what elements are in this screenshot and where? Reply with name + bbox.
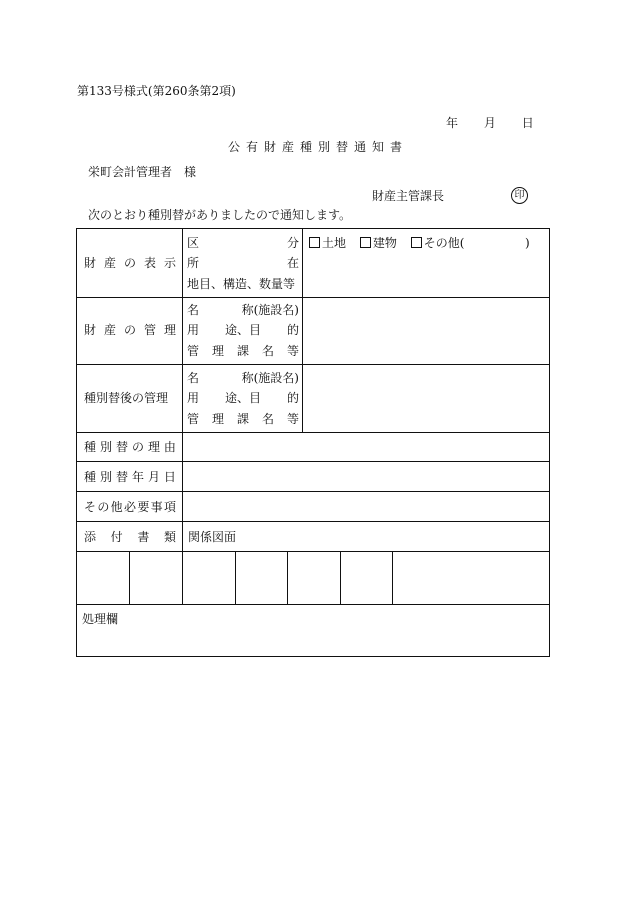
label-char: 月 [147, 470, 160, 484]
field-location: 所 在 [187, 256, 299, 270]
label-reason [84, 441, 176, 453]
date-month: 月 [483, 116, 496, 130]
label-char: 他 [110, 500, 123, 514]
label-char: 替 [115, 440, 128, 454]
row-rule [76, 491, 550, 492]
label-char: 事 [150, 500, 163, 514]
row-rule [76, 297, 550, 298]
col-rule [392, 551, 393, 605]
label-char: の [131, 440, 144, 454]
table-border-bottom [76, 656, 550, 657]
addressee: 栄町会計管理者 様 [88, 165, 197, 179]
option-building: 建物 [372, 236, 397, 250]
label-char: 種 [84, 470, 97, 484]
option-land: 土地 [322, 236, 347, 250]
date-line [440, 117, 534, 129]
label-char: 理 [163, 323, 176, 337]
col-rule [287, 551, 288, 605]
label-char: 表 [143, 256, 156, 270]
label-char: 管 [143, 323, 156, 337]
label-char: 要 [137, 500, 150, 514]
label-property-management [84, 324, 176, 336]
label-char: 替 [115, 470, 128, 484]
label-after-management: 種別替後の管理 [84, 391, 169, 405]
table-border-right [549, 228, 550, 657]
col-rule [340, 551, 341, 605]
label-char: 類 [163, 530, 176, 544]
checkbox-other[interactable] [411, 237, 422, 248]
label-char: の [123, 256, 136, 270]
label-char: そ [84, 500, 97, 514]
label-other-items [84, 501, 176, 513]
label-char: 種 [84, 440, 97, 454]
sender: 財産主管課長 [372, 189, 445, 203]
form-number: 第133号様式(第260条第2項) [77, 84, 236, 98]
col-rule [129, 551, 130, 605]
label-char: 年 [131, 470, 144, 484]
category-options [309, 237, 464, 249]
label-remarks: 処理欄 [82, 612, 119, 626]
date-day: 日 [521, 116, 534, 130]
seal-mark: 印 [511, 187, 528, 204]
checkbox-building[interactable] [360, 237, 371, 248]
col-rule [182, 228, 183, 605]
field-name: 名 称(施設名) [187, 303, 299, 317]
label-char: 財 [84, 323, 97, 337]
checkbox-land[interactable] [309, 237, 320, 248]
field-land-structure: 地目、構造、数量等 [187, 277, 296, 291]
col-rule [235, 551, 236, 605]
label-char: 理 [147, 440, 160, 454]
row-rule [76, 604, 550, 605]
label-char: 別 [99, 440, 112, 454]
row-rule [76, 364, 550, 365]
document-title: 公有財産種別替通知書 [228, 140, 409, 154]
row-rule [76, 521, 550, 522]
row-rule [76, 432, 550, 433]
row-rule [76, 551, 550, 552]
field-managing-section-after: 管 理 課 名 等 [187, 412, 299, 426]
option-other-close: ) [525, 236, 530, 250]
label-char: の [123, 323, 136, 337]
label-char: 財 [84, 256, 97, 270]
label-change-date [84, 471, 176, 483]
field-purpose: 用 途、目 的 [187, 323, 299, 337]
label-char: 由 [163, 440, 176, 454]
option-other: その他( [423, 236, 465, 250]
label-char: 書 [137, 530, 150, 544]
field-category: 区 分 [187, 236, 299, 250]
field-purpose-after: 用 途、目 的 [187, 391, 299, 405]
label-char: 別 [99, 470, 112, 484]
row-rule [76, 461, 550, 462]
label-char: 日 [163, 470, 176, 484]
label-char: の [97, 500, 110, 514]
col-rule [302, 228, 303, 432]
label-char: 項 [163, 500, 176, 514]
label-char: 示 [163, 256, 176, 270]
label-attachments [84, 531, 176, 543]
label-property-display [84, 257, 176, 269]
label-char: 付 [110, 530, 123, 544]
intro-text: 次のとおり種別替がありましたので通知します。 [88, 208, 352, 222]
date-year: 年 [446, 116, 459, 130]
label-char: 産 [103, 256, 116, 270]
label-char: 添 [84, 530, 97, 544]
field-managing-section: 管 理 課 名 等 [187, 344, 299, 358]
label-char: 必 [123, 500, 136, 514]
table-border-left [76, 228, 77, 657]
attachment-value: 関係図面 [188, 530, 237, 544]
table-border-top [76, 228, 550, 229]
label-char: 産 [103, 323, 116, 337]
field-name-after: 名 称(施設名) [187, 371, 299, 385]
